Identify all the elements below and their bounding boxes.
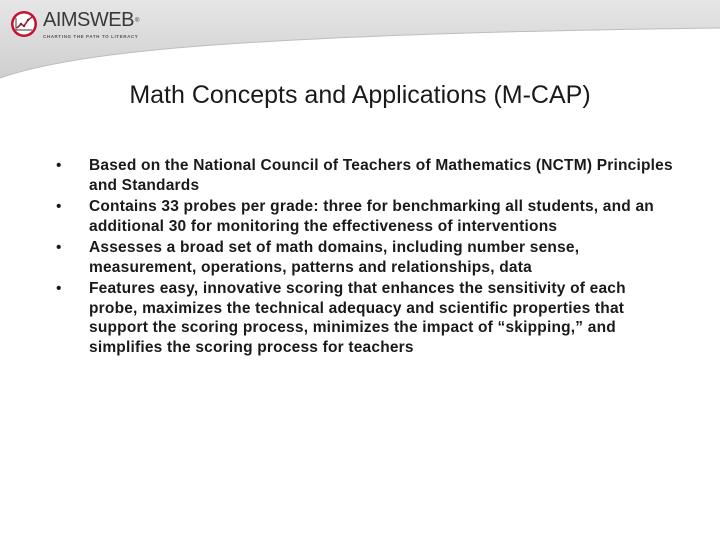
bullet-item bbox=[56, 238, 676, 277]
bullet-text: Assesses a broad set of math domains, including number sense, measurement, operations, patterns and relationships, data bbox=[89, 239, 580, 276]
bullet-marker: • bbox=[56, 198, 62, 215]
bullet-marker: • bbox=[56, 280, 62, 297]
logo-trademark: ® bbox=[134, 18, 139, 24]
logo-brand: AIMSWEB bbox=[43, 9, 134, 31]
logo-tagline: CHARTING THE PATH TO LITERACY bbox=[43, 34, 139, 39]
bullet-text: Features easy, innovative scoring that enhances the sensitivity of each probe, maximizes the technical adequacy and scientific properties that support the scoring process, minimizes the impact of “skipping,” and simplifies the scoring process for teachers bbox=[89, 280, 626, 356]
aimsweb-logo bbox=[10, 8, 170, 42]
slide-title: Math Concepts and Applications (M-CAP) bbox=[129, 81, 591, 109]
bullet-text: Contains 33 probes per grade: three for benchmarking all students, and an additional 30 for monitoring the effectiveness of interventions bbox=[89, 198, 654, 235]
bullet-item bbox=[56, 197, 676, 236]
logo-wordmark bbox=[43, 9, 139, 31]
bullet-item bbox=[56, 156, 676, 195]
chart-line-logo-icon bbox=[10, 10, 38, 38]
bullet-list bbox=[56, 156, 676, 359]
bullet-marker: • bbox=[56, 239, 62, 256]
bullet-marker: • bbox=[56, 157, 62, 174]
bullet-item bbox=[56, 279, 676, 357]
bullet-text: Based on the National Council of Teachers of Mathematics (NCTM) Principles and Standards bbox=[89, 157, 673, 194]
